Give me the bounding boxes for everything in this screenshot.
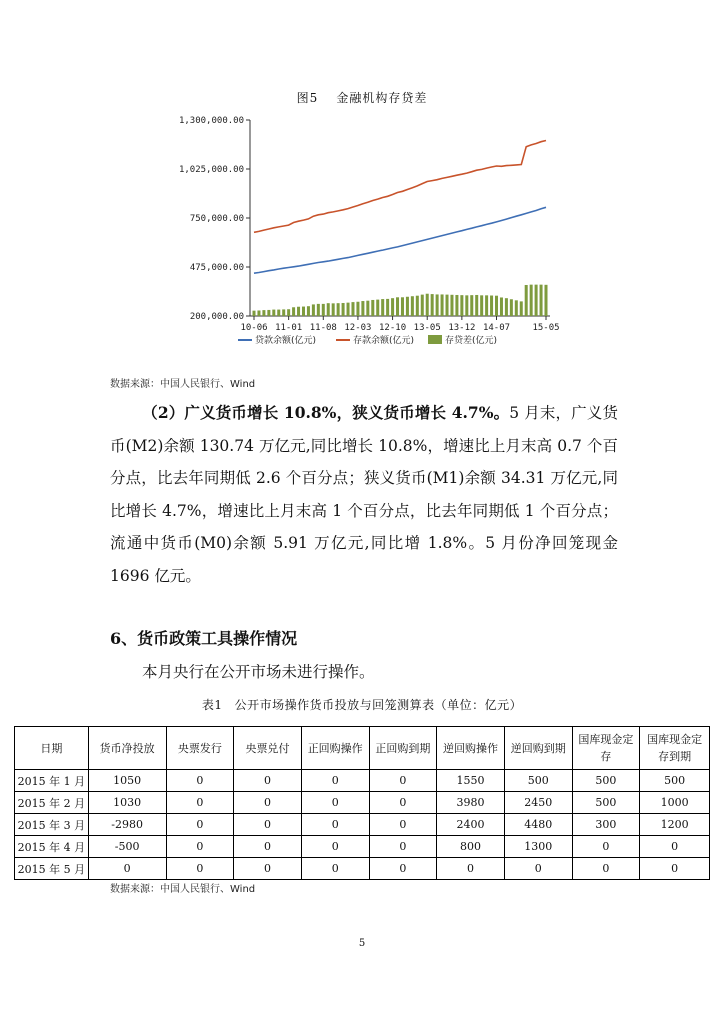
table-cell: 0 <box>234 858 302 880</box>
table-row <box>15 814 710 836</box>
table-cell: 4480 <box>504 814 572 836</box>
table-row <box>15 858 710 880</box>
gap-bar <box>332 303 335 316</box>
table-cell: 0 <box>572 836 640 858</box>
table-cell: 1000 <box>640 792 710 814</box>
y-tick-label: 750,000.00 <box>189 214 244 224</box>
gap-bar <box>480 295 483 316</box>
table-cell: 0 <box>369 814 437 836</box>
legend-swatch <box>428 335 442 344</box>
table-cell: 800 <box>437 836 505 858</box>
gap-bar <box>421 295 424 316</box>
gap-bar <box>361 301 364 316</box>
gap-bar <box>317 304 320 316</box>
gap-bar <box>322 304 325 316</box>
gap-bar <box>535 285 538 316</box>
gap-bar <box>441 294 444 316</box>
table-cell: 0 <box>301 792 369 814</box>
gap-bar <box>312 304 315 316</box>
gap-bar <box>396 297 399 316</box>
y-tick-label: 200,000.00 <box>189 312 244 322</box>
table-cell: 500 <box>572 792 640 814</box>
table-cell: 2015 年 4 月 <box>15 836 89 858</box>
paragraph-body: 5 月末，广义货币(M2)余额 130.74 万亿元,同比增长 10.8%，增速比上月末高 0.7 个百分点，比去年同期低 2.6 个百分点；狭义货币(M1)余额 34.31 万亿元,同比增长 4.7%，增速比上月末高 1 个百分点，比去年同期低 1 个百分点；流通中货币(M0)余额 5.91 万亿元,同比增 1.8%。5 月份净回笼现金 1696 亿元。 <box>110 404 618 585</box>
section-heading: 6、货币政策工具操作情况 <box>110 629 298 648</box>
table-cell: -2980 <box>88 814 166 836</box>
gap-bar <box>287 309 290 316</box>
gap-bar <box>431 294 434 316</box>
table-cell: 2015 年 1 月 <box>15 770 89 792</box>
x-tick-label: 11-08 <box>309 323 337 333</box>
gap-bar <box>371 300 374 316</box>
gap-bar <box>267 310 270 316</box>
gap-bar <box>277 310 280 316</box>
table-cell: 0 <box>301 770 369 792</box>
table-cell: 1300 <box>504 836 572 858</box>
table-source: 数据来源：中国人民银行、Wind <box>110 884 256 895</box>
table-cell: 0 <box>234 814 302 836</box>
figure-source: 数据来源：中国人民银行、Wind <box>110 379 256 390</box>
gap-bar <box>342 303 345 316</box>
header-cell: 货币净投放 <box>88 727 166 770</box>
table-row <box>15 770 710 792</box>
gap-bar <box>401 297 404 316</box>
gap-bar <box>465 295 468 316</box>
header-cell: 国库现金定存到期 <box>640 727 710 770</box>
gap-bar <box>257 310 260 316</box>
gap-bar <box>416 296 419 316</box>
table-cell: 0 <box>572 858 640 880</box>
gap-bar <box>530 285 533 316</box>
table-cell: 0 <box>166 814 234 836</box>
table-cell: 2450 <box>504 792 572 814</box>
x-tick-label: 13-05 <box>413 323 441 333</box>
gap-bar <box>520 301 523 316</box>
gap-bar <box>505 298 508 316</box>
table-caption: 公开市场操作货币投放与回笼测算表（单位：亿元） <box>234 698 523 712</box>
gap-bar <box>446 295 449 316</box>
x-tick-label: 10-06 <box>240 323 268 333</box>
table-cell: 500 <box>572 770 640 792</box>
gap-bar <box>356 302 359 316</box>
page-number: 5 <box>358 938 366 949</box>
gap-bar <box>525 285 528 316</box>
table-cell: 0 <box>301 858 369 880</box>
gap-bar <box>455 295 458 316</box>
x-tick-label: 13-12 <box>448 323 476 333</box>
table-cell: 0 <box>234 836 302 858</box>
gap-bar <box>515 300 518 316</box>
header-cell: 央票兑付 <box>234 727 302 770</box>
gap-bar <box>436 294 439 316</box>
money-supply-paragraph <box>110 397 618 592</box>
gap-bar <box>347 303 350 316</box>
table-cell: 1050 <box>88 770 166 792</box>
gap-bar <box>475 295 478 316</box>
table-cell: 0 <box>234 792 302 814</box>
figure-title <box>0 89 724 106</box>
gap-bar <box>544 285 547 316</box>
gap-bar <box>510 299 513 316</box>
table-cell: 0 <box>166 836 234 858</box>
gap-bar <box>490 296 493 316</box>
header-cell: 正回购到期 <box>369 727 437 770</box>
table-cell: 0 <box>234 770 302 792</box>
table-cell: 0 <box>301 836 369 858</box>
y-tick-label: 1,025,000.00 <box>178 165 244 175</box>
header-cell: 央票发行 <box>166 727 234 770</box>
section-text: 本月央行在公开市场未进行操作。 <box>142 663 375 681</box>
gap-bar <box>540 285 543 316</box>
gap-bar <box>366 301 369 316</box>
table-cell: 500 <box>640 770 710 792</box>
gap-bar <box>381 299 384 316</box>
paragraph-heading: （2）广义货币增长 10.8%，狭义货币增长 4.7%。 <box>142 403 510 422</box>
open-market-table <box>14 726 710 880</box>
table-cell: 0 <box>369 792 437 814</box>
header-cell: 逆回购操作 <box>437 727 505 770</box>
legend-label: 贷款余额(亿元) <box>255 336 317 346</box>
gap-bar <box>292 307 295 316</box>
gap-bar <box>426 294 429 316</box>
y-tick-label: 475,000.00 <box>189 263 244 273</box>
legend-label: 存款余额(亿元) <box>353 336 415 346</box>
gap-bar <box>351 302 354 316</box>
table-cell: 0 <box>301 814 369 836</box>
x-tick-label: 15-05 <box>532 323 560 333</box>
gap-bar <box>302 307 305 316</box>
table-cell: 1030 <box>88 792 166 814</box>
loans-line <box>254 207 546 273</box>
figure-caption: 金融机构存贷差 <box>336 91 428 105</box>
gap-bar <box>391 298 394 316</box>
gap-bar <box>337 303 340 316</box>
gap-bar <box>500 297 503 316</box>
header-cell: 国库现金定存 <box>572 727 640 770</box>
header-cell: 逆回购到期 <box>504 727 572 770</box>
table-cell: 0 <box>166 858 234 880</box>
deposits-line <box>254 141 546 233</box>
gap-bar <box>450 295 453 316</box>
y-tick-label: 1,300,000.00 <box>178 116 244 126</box>
table-cell: 0 <box>640 858 710 880</box>
table-cell: 300 <box>572 814 640 836</box>
gap-bar <box>272 310 275 316</box>
gap-bar <box>252 311 255 316</box>
table-cell: 2015 年 5 月 <box>15 858 89 880</box>
table-cell: 1200 <box>640 814 710 836</box>
gap-bar <box>297 307 300 316</box>
x-tick-label: 12-03 <box>344 323 372 333</box>
table-cell: 0 <box>504 858 572 880</box>
x-tick-label: 11-01 <box>275 323 303 333</box>
table-title <box>0 696 724 713</box>
gap-bar <box>411 296 414 316</box>
legend-label: 存贷差(亿元) <box>445 336 498 346</box>
table-cell: 0 <box>166 792 234 814</box>
header-cell: 日期 <box>15 727 89 770</box>
gap-bar <box>485 295 488 316</box>
gap-bar <box>495 296 498 316</box>
table-cell: 0 <box>369 858 437 880</box>
table-cell: 1550 <box>437 770 505 792</box>
gap-bar <box>386 299 389 316</box>
table-cell: 0 <box>369 836 437 858</box>
gap-bar <box>262 310 265 316</box>
gap-bar <box>470 295 473 316</box>
table-cell: 500 <box>504 770 572 792</box>
gap-bar <box>406 297 409 316</box>
table-cell: 2015 年 3 月 <box>15 814 89 836</box>
table-cell: 0 <box>369 770 437 792</box>
table-row <box>15 792 710 814</box>
gap-bar <box>307 306 310 316</box>
table-row <box>15 836 710 858</box>
table-cell: 2015 年 2 月 <box>15 792 89 814</box>
x-tick-label: 14-07 <box>482 323 511 333</box>
gap-bar <box>376 300 379 316</box>
table-cell: 0 <box>166 770 234 792</box>
table-cell: 0 <box>640 836 710 858</box>
table-number: 表1 <box>201 698 223 712</box>
figure-number: 图5 <box>296 91 319 105</box>
gap-bar <box>282 309 285 316</box>
gap-bar <box>327 303 330 316</box>
table-cell: 0 <box>88 858 166 880</box>
header-cell: 正回购操作 <box>301 727 369 770</box>
deposit-loan-gap-chart <box>160 108 570 353</box>
table-cell: 3980 <box>437 792 505 814</box>
table-header-row <box>15 727 710 770</box>
gap-bar <box>460 295 463 316</box>
table-cell: 2400 <box>437 814 505 836</box>
table-cell: 0 <box>437 858 505 880</box>
table-cell: -500 <box>88 836 166 858</box>
x-tick-label: 12-10 <box>379 323 407 333</box>
